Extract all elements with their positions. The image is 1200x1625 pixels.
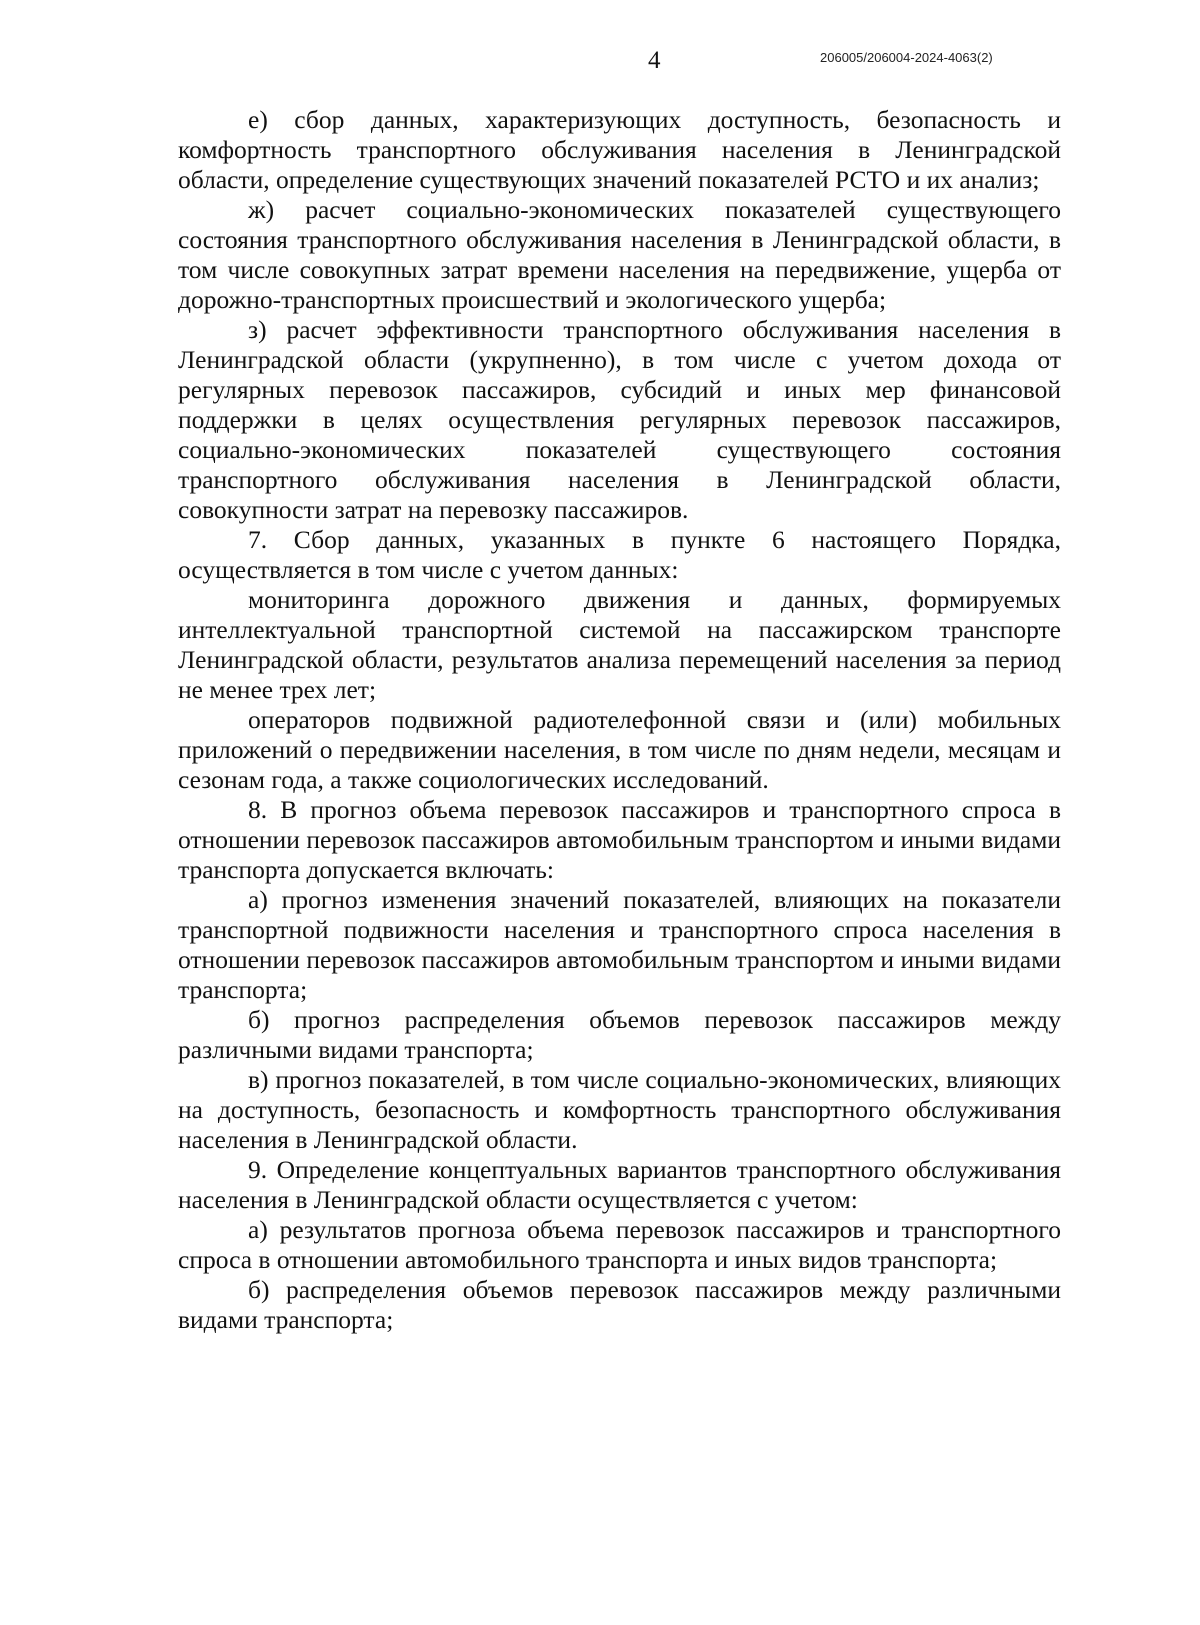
paragraph-point-8-v: в) прогноз показателей, в том числе социально-экономических, влияющих на доступность, безопасность и комфортность транспортного обслуживания населения в Ленинградской области. (178, 1065, 1061, 1154)
paragraph-point-7-monitoring: мониторинга дорожного движения и данных, формируемых интеллектуальной транспортной системой на пассажирском транспорте Ленинградской области, результатов анализа перемещений населения за период не менее трех лет; (178, 585, 1061, 704)
paragraph-point-7: 7. Сбор данных, указанных в пункте 6 настоящего Порядка, осуществляется в том числе с учетом данных: (178, 525, 1061, 584)
document-body (178, 105, 1061, 1335)
paragraph-item-zh: ж) расчет социально-экономических показателей существующего состояния транспортного обслуживания населения в Ленинградской области, в том числе совокупных затрат времени населения на передвижение, ущерба от дорожно-транспортных происшествий и экологического ущерба; (178, 195, 1061, 314)
paragraph-item-z: з) расчет эффективности транспортного обслуживания населения в Ленинградской области (укрупненно), в том числе с учетом дохода от регулярных перевозок пассажиров, субсидий и иных мер финансовой поддержки в целях осуществления регулярных перевозок пассажиров, социально-экономических показателей существующего состояния транспортного обслуживания населения в Ленинградской области, совокупности затрат на перевозку пассажиров. (178, 315, 1061, 524)
paragraph-point-8-b: б) прогноз распределения объемов перевозок пассажиров между различными видами транспорта; (178, 1005, 1061, 1064)
paragraph-point-8-a: а) прогноз изменения значений показателей, влияющих на показатели транспортной подвижности населения и транспортного спроса населения в отношении перевозок пассажиров автомобильным транспортом и иными видами транспорта; (178, 885, 1061, 1004)
paragraph-item-e: е) сбор данных, характеризующих доступность, безопасность и комфортность транспортного обслуживания населения в Ленинградской области, определение существующих значений показателей РСТО и их анализ; (178, 105, 1061, 194)
document-registration-number: 206005/206004-2024-4063(2) (820, 50, 993, 65)
paragraph-point-7-operators: операторов подвижной радиотелефонной связи и (или) мобильных приложений о передвижении населения, в том числе по дням недели, месяцам и сезонам года, а также социологических исследований. (178, 705, 1061, 794)
page-number: 4 (648, 47, 661, 74)
paragraph-point-8: 8. В прогноз объема перевозок пассажиров и транспортного спроса в отношении перевозок пассажиров автомобильным транспортом и иными видами транспорта допускается включать: (178, 795, 1061, 884)
paragraph-point-9: 9. Определение концептуальных вариантов транспортного обслуживания населения в Ленинградской области осуществляется с учетом: (178, 1155, 1061, 1214)
paragraph-point-9-b: б) распределения объемов перевозок пассажиров между различными видами транспорта; (178, 1275, 1061, 1334)
paragraph-point-9-a: а) результатов прогноза объема перевозок пассажиров и транспортного спроса в отношении автомобильного транспорта и иных видов транспорта; (178, 1215, 1061, 1274)
